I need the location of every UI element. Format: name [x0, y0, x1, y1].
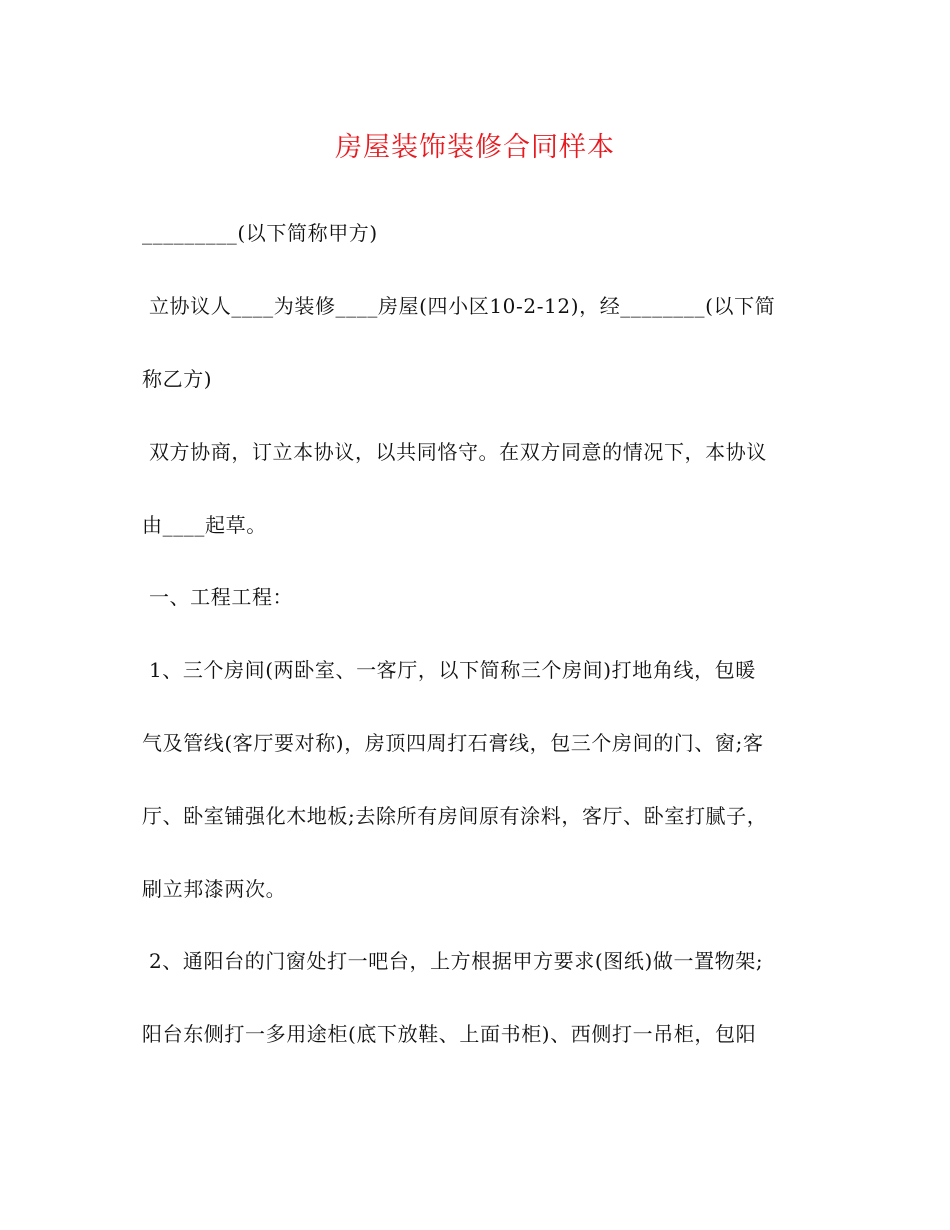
document-title: 房屋装饰装修合同样本	[335, 132, 615, 163]
paragraph-line: 立协议人____为装修____房屋(四小区10-2-12)，经________(以下简	[142, 294, 776, 318]
paragraph-line: 2、通阳台的门窗处打一吧台，上方根据甲方要求(图纸)做一置物架;	[142, 949, 764, 973]
paragraph-line: 气及管线(客厅要对称)，房顶四周打石膏线，包三个房间的门、窗;客	[142, 731, 764, 755]
paragraph-line: 双方协商，订立本协议，以共同恪守。在双方同意的情况下，本协议	[142, 440, 767, 464]
paragraph-line: 1、三个房间(两卧室、一客厅，以下简称三个房间)打地角线，包暖	[142, 658, 756, 682]
paragraph-line: 由____起草。	[142, 513, 267, 537]
paragraph-line: 称乙方)	[142, 367, 213, 391]
section-heading: 一、工程工程：	[142, 585, 294, 609]
paragraph-line: 阳台东侧打一多用途柜(底下放鞋、上面书柜)、西侧打一吊柜，包阳	[142, 1022, 757, 1046]
paragraph-line: 厅、卧室铺强化木地板;去除所有房间原有涂料，客厅、卧室打腻子，	[142, 804, 768, 828]
paragraph-line: _________(以下简称甲方)	[142, 221, 378, 245]
paragraph-line: 刷立邦漆两次。	[142, 877, 287, 901]
